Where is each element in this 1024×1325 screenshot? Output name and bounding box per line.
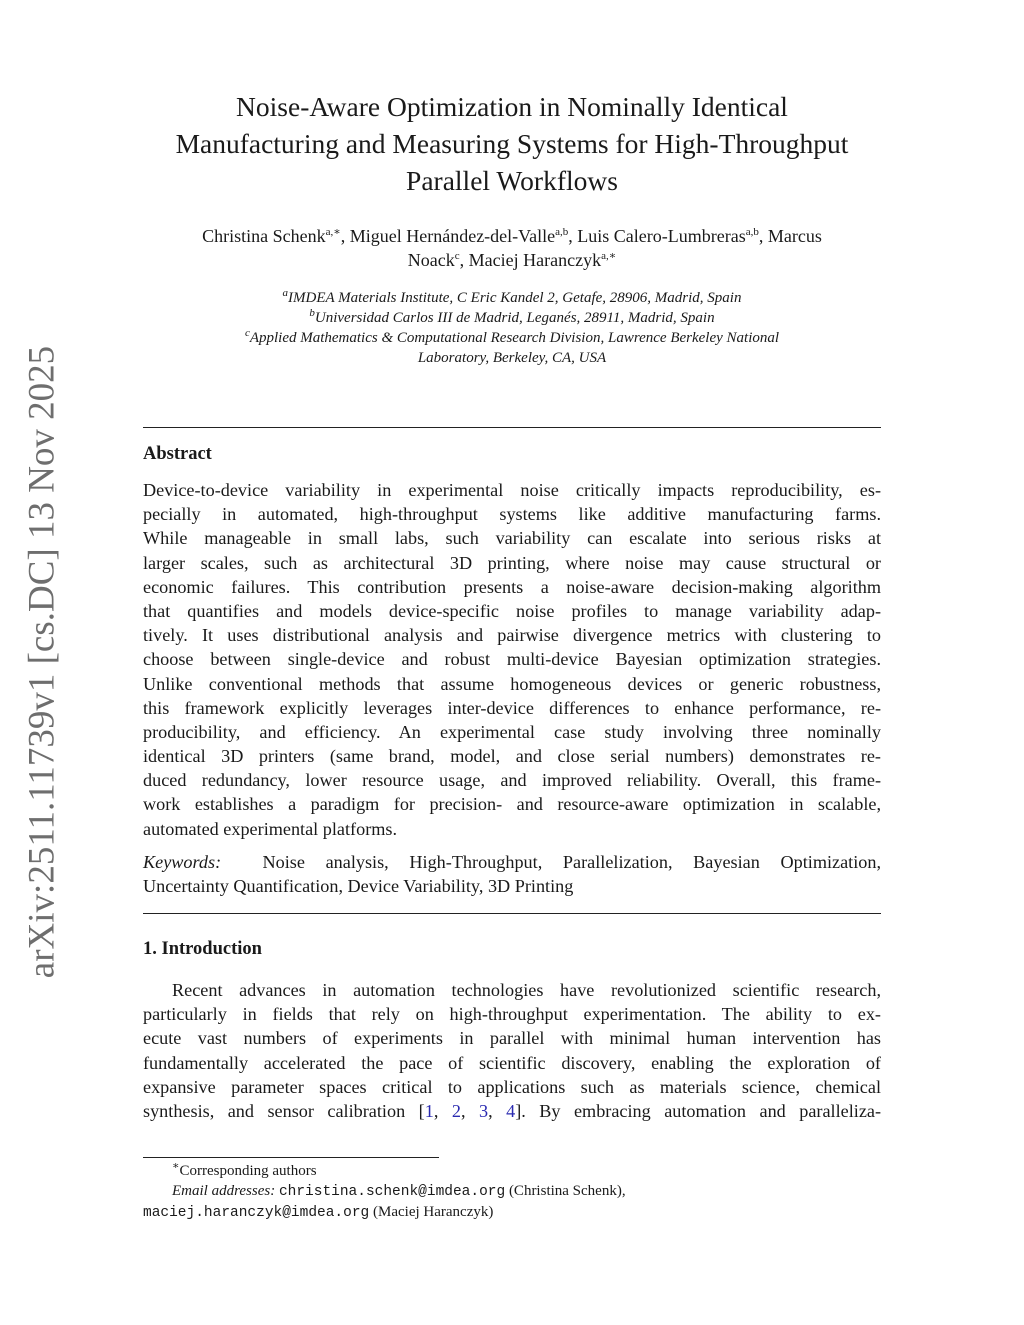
affiliation	[0, 308, 1024, 328]
citation-link[interactable]: 2	[451, 1100, 461, 1121]
abstract-heading: Abstract	[143, 444, 212, 464]
author-line	[0, 248, 1024, 272]
text-line: choose between single-device and robust multi-device Bayesian optimization strategies.	[143, 649, 881, 670]
author-name: , Marcus	[758, 226, 822, 246]
affiliations	[0, 288, 1024, 368]
text-line: pecially in automated, high-throughput systems like additive manufacturing farms.	[143, 504, 881, 525]
paper-title	[0, 88, 1024, 199]
author-affiliation-marker: a,∗	[601, 250, 617, 262]
text-line: identical 3D printers (same brand, model, and close serial numbers) demonstrates re-	[143, 746, 881, 767]
citation-link[interactable]: 4	[506, 1100, 516, 1121]
author-name: , Miguel Hernández-del-Valle	[340, 226, 556, 246]
keywords-label: Keywords:	[143, 852, 222, 872]
affiliation	[0, 328, 1024, 348]
author-affiliation-marker: a,b	[555, 226, 569, 238]
text-line: ecute vast numbers of experiments in parallel with minimal human intervention has	[143, 1028, 881, 1049]
title-line: Noise-Aware Optimization in Nominally Identical	[236, 91, 788, 122]
text-line: automated experimental platforms.	[143, 818, 398, 839]
email-link[interactable]: maciej.haranczyk@imdea.org	[143, 1205, 370, 1221]
affiliation	[0, 288, 1024, 308]
email-link[interactable]: christina.schenk@imdea.org	[278, 1184, 506, 1200]
keywords	[143, 850, 881, 898]
email-label: Email addresses:	[172, 1183, 276, 1199]
text-line: work establishes a paradigm for precision- and resource-aware optimization in scalable,	[143, 794, 881, 815]
affiliation-text: Universidad Carlos III de Madrid, Leganés, 28911, Madrid, Spain	[314, 310, 715, 326]
divider	[143, 913, 881, 914]
affiliation-marker: c	[244, 327, 250, 339]
text-line: particularly in fields that rely on high-throughput experimentation. The ability to ex-	[143, 1004, 881, 1025]
author-list	[0, 224, 1024, 272]
text-line: Recent advances in automation technologies have revolutionized scientific research,	[172, 980, 881, 1000]
text-line: tively. It uses distributional analysis and pairwise divergence metrics with clustering to	[143, 625, 881, 646]
affiliation-text: IMDEA Materials Institute, C Eric Kandel 2, Getafe, 28906, Madrid, Spain	[288, 290, 742, 306]
affiliation-marker: b	[309, 307, 315, 319]
author-name: Noack	[407, 250, 455, 270]
text-line: synthesis, and sensor calibration [1, 2, 3, 4]. By embracing automation and paralleliza-	[143, 1100, 882, 1121]
keywords-text: Uncertainty Quantification, Device Variability, 3D Printing	[143, 876, 574, 897]
affiliation-marker: a	[282, 287, 289, 299]
text-line: While manageable in small labs, such variability can escalate into serious risks at	[143, 528, 881, 549]
text-line: larger scales, such as architectural 3D printing, where noise may cause structural or	[143, 552, 881, 573]
author-name: , Maciej Haranczyk	[459, 250, 602, 270]
text-line: fundamentally accelerated the pace of scientific discovery, enabling the exploration of	[143, 1052, 881, 1073]
affiliation-text: Applied Mathematics & Computational Research Division, Lawrence Berkeley National	[249, 330, 780, 346]
section-heading-introduction: 1. Introduction	[143, 939, 262, 959]
text-line: economic failures. This contribution presents a noise-aware decision-making algorithm	[143, 576, 881, 597]
text-line: that quantifies and models device-specific noise profiles to manage variability adap-	[143, 600, 881, 621]
keywords-text: Noise analysis, High-Throughput, Parallelization, Bayesian Optimization,	[262, 852, 882, 872]
author-line	[0, 224, 1024, 248]
author-affiliation-marker: a,∗	[325, 226, 341, 238]
citation-link[interactable]: 1	[424, 1100, 434, 1121]
text-line: this framework explicitly leverages inter-device differences to enhance performance, re-	[143, 697, 881, 718]
affiliation	[0, 348, 1024, 368]
introduction-text	[143, 978, 881, 1123]
text-line: producibility, and efficiency. An experimental case study involving three nominally	[143, 721, 881, 742]
divider	[143, 427, 881, 428]
author-name: Christina Schenk	[202, 226, 326, 246]
text-line: Unlike conventional methods that assume homogeneous devices or generic robustness,	[143, 673, 881, 694]
text-line: duced redundancy, lower resource usage, and improved reliability. Overall, this frame-	[143, 770, 881, 791]
title-line: Parallel Workflows	[406, 165, 618, 196]
text-line: expansive parameter spaces critical to applications such as materials science, chemical	[143, 1076, 881, 1097]
footnote-divider	[143, 1157, 439, 1158]
author-name: , Luis Calero-Lumbreras	[568, 226, 746, 246]
arxiv-identifier: arXiv:2511.11739v1 [cs.DC] 13 Nov 2025	[21, 345, 63, 979]
abstract-text	[143, 478, 881, 841]
author-affiliation-marker: c	[454, 250, 460, 262]
text-line: Device-to-device variability in experimental noise critically impacts reproducibility, es-	[143, 480, 881, 500]
affiliation-text: Laboratory, Berkeley, CA, USA	[417, 350, 607, 366]
footnote-corresponding: Corresponding authors	[179, 1163, 317, 1179]
author-affiliation-marker: a,b	[745, 226, 759, 238]
citation-link[interactable]: 3	[478, 1100, 489, 1121]
footnotes: ∗Corresponding authors Email addresses: christina.schenk@imdea.org (Christina Schenk), maciej.haranczyk@imdea.org (Maciej Haranczyk)	[143, 1160, 626, 1221]
title-line: Manufacturing and Measuring Systems for High-Throughput	[175, 128, 849, 159]
